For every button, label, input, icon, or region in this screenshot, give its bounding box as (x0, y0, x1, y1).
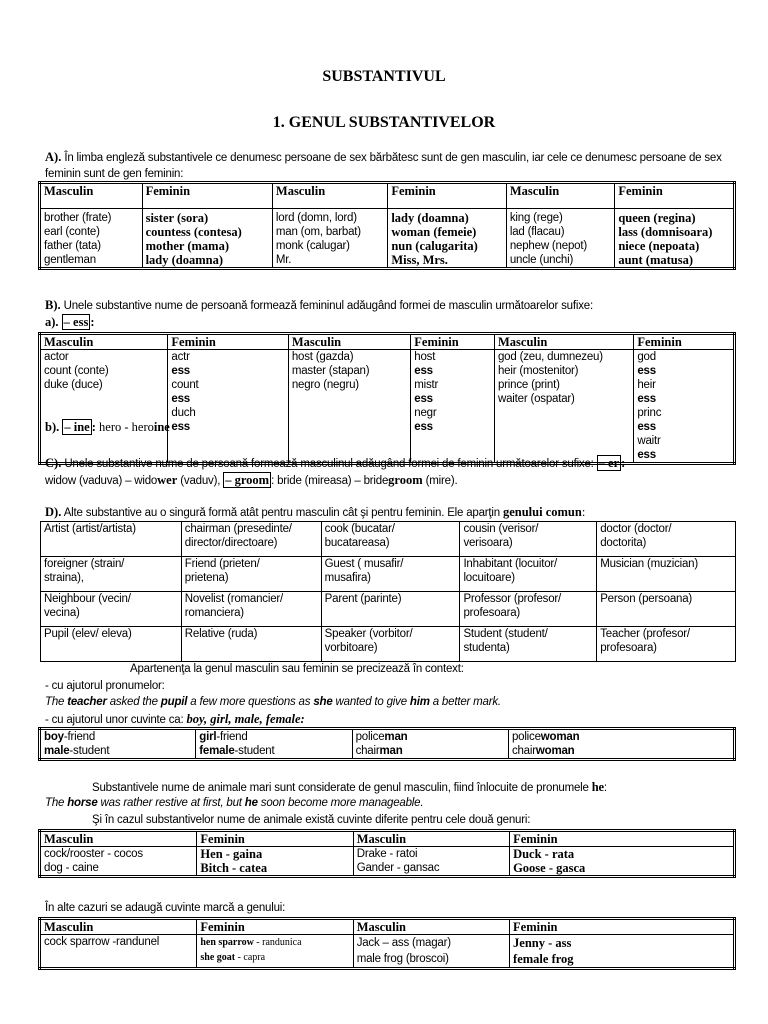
table-cell: Guest ( musafir/ musafira) (321, 557, 460, 592)
context-pronouns-label: - cu ajutorul pronumelor: (45, 680, 165, 692)
animals-text: Substantivele nume de animale mari sunt considerate de genul masculin, fiind înlocuite de pronumele he: (92, 780, 607, 794)
table-row (40, 729, 735, 760)
header-cell: Masculin (40, 831, 197, 847)
context-intro: Apartenenţa la genul masculin sau feminin se precizează în context: (130, 663, 464, 675)
table-cell: god ess heir ess princ ess waitr ess (634, 350, 735, 464)
header-cell: Feminin (510, 831, 735, 847)
table-cell: hen sparrow - randunica she goat - capra (197, 935, 353, 969)
context-pronoun-example: The teacher asked the pupil a few more questions as she wanted to give him a better mark. (45, 696, 501, 708)
table-cell: king (rege) lad (flacau) nephew (nepot) uncle (unchi) (506, 209, 615, 269)
table-cell: Duck - rata Goose - gasca (510, 847, 735, 877)
table-cell: doctor (doctor/ doctorita) (597, 522, 736, 557)
section-d-label: D). (45, 505, 62, 519)
suffix-ess-box: – ess (63, 315, 89, 329)
section-a-label: A). (45, 150, 62, 164)
animals-example: The horse was rather restive at first, but he soon become more manageable. (45, 797, 424, 809)
context-words-label: - cu ajutorul unor cuvinte ca: boy, girl, male, female: (45, 712, 305, 726)
other-text: În alte cazuri se adaugă cuvinte marcă a genului: (45, 902, 286, 914)
table-cell: cook (bucatar/ bucatareasa) (321, 522, 460, 557)
page-title: SUBSTANTIVUL (322, 68, 446, 85)
table-cell: brother (frate) earl (conte) father (tata) gentleman (40, 209, 143, 269)
section-a-text (45, 150, 735, 182)
table-cell: Parent (parinte) (321, 592, 460, 627)
table-cell: Jack – ass (magar) male frog (broscoi) (353, 935, 509, 969)
table-cell: Jenny - ass female frog (510, 935, 735, 969)
table-animal-genders (38, 829, 736, 878)
table-cell: Hen - gaina Bitch - catea (197, 847, 353, 877)
header-cell: Masculin (353, 831, 509, 847)
table-cell: cousin (verisor/ verisoara) (460, 522, 597, 557)
table-cell: actor count (conte) duke (duce) (40, 350, 168, 464)
table-cell: foreigner (strain/ straina), (41, 557, 182, 592)
table-row (40, 847, 735, 877)
table-cell: host ess mistr ess negr ess (411, 350, 495, 464)
table-cell: cock sparrow -randunel (40, 935, 197, 969)
header-cell: Feminin (510, 919, 735, 935)
header-cell: Feminin (168, 334, 288, 350)
table-gender-marker-words (38, 917, 736, 970)
table-cell: girl-friend female-student (196, 729, 352, 760)
table-cell: Musician (muzician) (597, 557, 736, 592)
section-b-body: Unele substantive nume de persoană formează femininul adăugând formei de masculin următoarelor sufixe: (60, 300, 593, 312)
suffix-er-box: – er (598, 456, 620, 470)
table-row (40, 209, 735, 269)
header-cell: Feminin (411, 334, 495, 350)
table-cell: Artist (artist/artista) (41, 522, 182, 557)
table-cell: Student (student/ studenta) (460, 627, 597, 662)
table-cell: queen (regina) lass (domnisoara) niece (nepoata) aunt (matusa) (615, 209, 735, 269)
table-cell: policeman chairman (352, 729, 508, 760)
header-cell: Feminin (197, 831, 353, 847)
table-header-row (40, 183, 735, 209)
section-b-label: B). (45, 298, 61, 312)
table-header-row (40, 831, 735, 847)
header-cell: Feminin (388, 183, 507, 209)
section-a-body: În limba engleză substantivele ce denumesc persoane de sex bărbătesc sunt de gen masculin, iar cele ce denumesc persoane de sex feminin sunt de gen feminin: (45, 152, 722, 180)
header-cell: Feminin (634, 334, 735, 350)
animals-text-2: Şi în cazul substantivelor nume de animale există cuvinte diferite pentru cele două genuri: (92, 814, 531, 826)
table-cell: Pupil (elev/ eleva) (41, 627, 182, 662)
section-heading: 1. GENUL SUBSTANTIVELOR (272, 114, 496, 131)
section-b-suffix-ine: b). – ine : hero - heroine (45, 420, 170, 434)
table-cell: Inhabitant (locuitor/ locuitoare) (460, 557, 597, 592)
header-cell: Masculin (40, 334, 168, 350)
table-cell: Drake - ratoi Gander - gansac (353, 847, 509, 877)
table-cell: policewoman chairwoman (508, 729, 734, 760)
table-cell: Neighbour (vecin/ vecina) (41, 592, 182, 627)
table-gender-markers (38, 727, 736, 761)
header-cell: Masculin (506, 183, 615, 209)
table-cell: cock/rooster - cocos dog - caine (40, 847, 197, 877)
header-cell: Masculin (353, 919, 509, 935)
section-c-label: C). (45, 456, 62, 470)
section-d-text: D). Alte substantive au o singură formă atât pentru masculin cât şi pentru feminin. Ele aparţin genului comun: (45, 505, 586, 519)
section-b-suffix-ess: a). – ess : (45, 315, 95, 329)
header-cell: Masculin (272, 183, 387, 209)
header-cell: Feminin (615, 183, 735, 209)
header-cell: Masculin (288, 334, 410, 350)
header-cell: Feminin (142, 183, 272, 209)
suffix-ine-box: – ine (64, 420, 90, 434)
table-cell: chairman (presedinte/ director/directoare) (181, 522, 321, 557)
table-cell: lady (doamna) woman (femeie) nun (calugarita) Miss, Mrs. (388, 209, 507, 269)
table-cell: boy-friend male-student (40, 729, 196, 760)
table-header-row (40, 919, 735, 935)
table-cell: god (zeu, dumnezeu) heir (mostenitor) prince (print) waiter (ospatar) (494, 350, 633, 464)
header-cell: Feminin (197, 919, 353, 935)
section-c-text: C). Unele substantive nume de persoană formează masculinul adăugând formei de feminin următoarelor sufixe: – er : widow (vaduva) – widower (vaduv), – groom : bride (mireasa) – bridegroom (mire). (45, 456, 626, 487)
table-row (40, 935, 735, 969)
header-cell: Masculin (40, 919, 197, 935)
section-b-text (45, 298, 735, 314)
table-cell: Professor (profesor/ profesoara) (460, 592, 597, 627)
table-row (41, 592, 736, 627)
table-gender-words (38, 181, 736, 270)
table-cell: Relative (ruda) (181, 627, 321, 662)
table-row (41, 627, 736, 662)
table-cell: lord (domn, lord) man (om, barbat) monk (calugar) Mr. (272, 209, 387, 269)
table-common-gender (40, 521, 736, 662)
suffix-groom-box: – groom (225, 473, 270, 487)
table-cell: Speaker (vorbitor/ vorbitoare) (321, 627, 460, 662)
table-row (41, 557, 736, 592)
table-row (41, 522, 736, 557)
table-header-row (40, 334, 735, 350)
header-cell: Masculin (40, 183, 143, 209)
table-row (40, 350, 735, 464)
header-cell: Masculin (494, 334, 633, 350)
table-cell: Novelist (romancier/ romanciera) (181, 592, 321, 627)
table-cell: Friend (prieten/ prietena) (181, 557, 321, 592)
table-cell: sister (sora) countess (contesa) mother (mama) lady (doamna) (142, 209, 272, 269)
table-suffix-ess (38, 332, 736, 465)
table-cell: actr ess count ess duch ess (168, 350, 288, 464)
table-cell: host (gazda) master (stapan) negro (negru) (288, 350, 410, 464)
table-cell: Teacher (profesor/ profesoara) (597, 627, 736, 662)
table-cell: Person (persoana) (597, 592, 736, 627)
